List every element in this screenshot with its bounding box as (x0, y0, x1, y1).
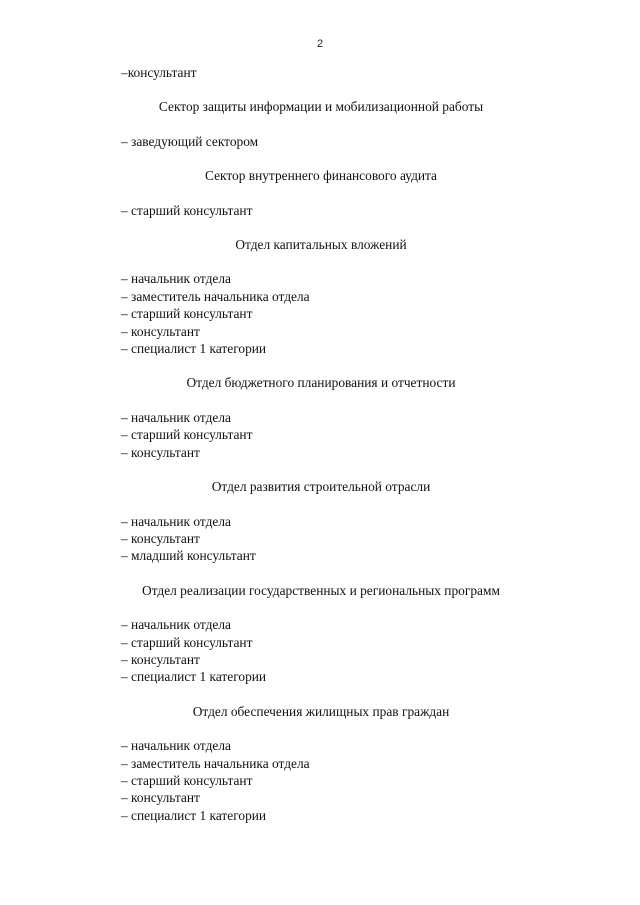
list-item: – старший консультант (121, 427, 253, 443)
section-items (121, 133, 561, 150)
section-items (121, 737, 561, 824)
list-item: – младший консультант (121, 548, 256, 564)
staff-list (121, 64, 561, 824)
section-heading: Отдел развития строительной отрасли (211, 479, 431, 495)
list-item: – начальник отдела (121, 738, 231, 754)
list-item: – консультант (121, 444, 200, 460)
list-item: – заместитель начальника отдела (121, 288, 310, 304)
section-heading: Отдел капитальных вложений (235, 237, 407, 253)
list-item: – консультант (121, 651, 200, 667)
list-item: – начальник отдела (121, 513, 231, 529)
list-item: – начальник отдела (121, 271, 231, 287)
list-item: – старший консультант (121, 772, 253, 788)
section-heading: Отдел реализации государственных и региональных программ (142, 582, 500, 598)
section-heading: Сектор защиты информации и мобилизационной работы (158, 99, 484, 115)
section-heading: Отдел бюджетного планирования и отчетности (186, 375, 456, 391)
list-item: – специалист 1 категории (121, 669, 267, 685)
list-item: – заместитель начальника отдела (121, 755, 310, 771)
section-heading: Сектор внутреннего финансового аудита (204, 168, 438, 184)
list-item: – начальник отдела (121, 617, 231, 633)
list-item: – специалист 1 категории (121, 807, 267, 823)
list-item: – специалист 1 категории (121, 341, 267, 357)
section-items (121, 270, 561, 357)
list-item: – начальник отдела (121, 409, 231, 425)
list-item: – заведующий сектором (121, 133, 259, 149)
list-item: – старший консультант (121, 202, 253, 218)
list-item: – консультант (121, 790, 200, 806)
page-number: 2 (316, 38, 324, 50)
list-item: – консультант (121, 323, 200, 339)
section-items (121, 409, 561, 461)
list-item: – старший консультант (121, 306, 253, 322)
section-items (121, 616, 561, 686)
list-item: –консультант (121, 65, 197, 80)
section-heading: Отдел обеспечения жилищных прав граждан (192, 703, 450, 719)
section-items (121, 513, 561, 565)
list-item: – старший консультант (121, 634, 253, 650)
section-items (121, 202, 561, 219)
list-item: – консультант (121, 530, 200, 546)
